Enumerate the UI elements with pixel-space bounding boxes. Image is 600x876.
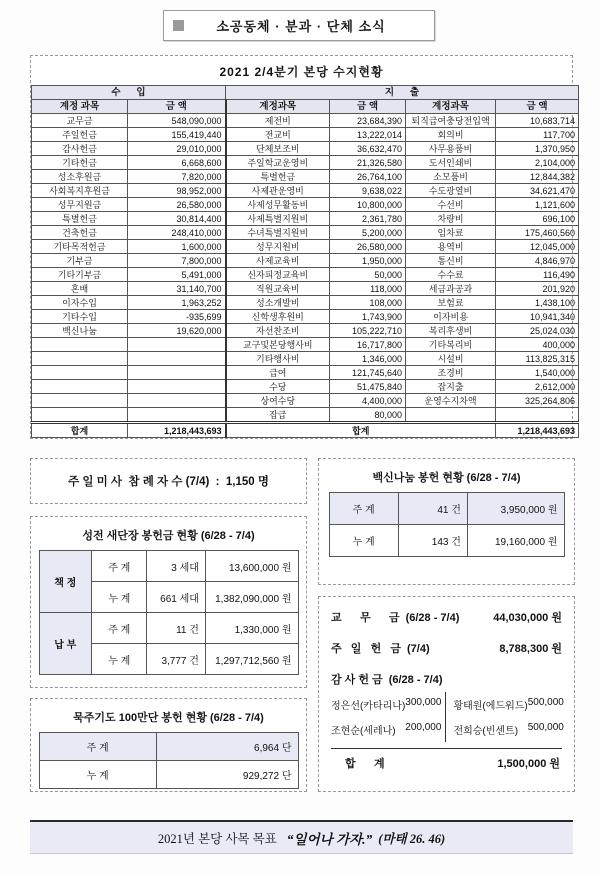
account-name: 제전비 — [226, 114, 330, 128]
weekly-offering-section — [318, 596, 575, 792]
rosary-offering-title: 묵주기도 100만단 봉헌 현황 (6/28 - 7/4) — [73, 712, 264, 724]
budget-row — [32, 184, 579, 198]
amount-value: 1,743,900 — [330, 310, 406, 324]
table-row — [39, 733, 298, 761]
account-name: 신자피정교육비 — [226, 268, 330, 282]
row-label: 주 계 — [39, 733, 156, 761]
row-count: 3,777 건 — [147, 644, 205, 675]
amount-value: 118,000 — [330, 282, 406, 296]
row-amount: 13,600,000 원 — [205, 551, 298, 582]
account-name: 수선비 — [406, 198, 496, 212]
account-name: 전교비 — [226, 128, 330, 142]
amount-value: 29,010,000 — [128, 142, 226, 156]
donor-item — [445, 717, 567, 742]
renovation-offering-table — [39, 550, 299, 675]
amount-value: 2,104,000 — [496, 156, 579, 170]
amount-value: 155,419,440 — [128, 128, 226, 142]
gamsa-total-line — [331, 748, 562, 771]
amount-value: 13,222,014 — [330, 128, 406, 142]
amount-value: 31,140,700 — [128, 282, 226, 296]
account-name: 성소개발비 — [226, 296, 330, 310]
group-label: 책 정 — [39, 551, 92, 613]
table-row — [39, 613, 298, 644]
budget-row — [32, 114, 579, 128]
donor-amount: 500,000 — [527, 697, 564, 708]
budget-row — [32, 380, 579, 394]
account-name — [32, 366, 128, 380]
budget-section-header-row — [32, 86, 579, 100]
goal-prefix: 2021년 본당 사목 목표 — [157, 831, 277, 846]
table-row — [39, 551, 298, 582]
amount-value: 116,490 — [496, 268, 579, 282]
account-name: 신학생후원비 — [226, 310, 330, 324]
account-name: 특별헌금 — [32, 212, 128, 226]
pastoral-goal-banner — [30, 820, 573, 854]
row-label: 주 계 — [329, 493, 398, 525]
account-name: 기타수입 — [32, 310, 128, 324]
gamsa-period: (6/28 - 7/4) — [388, 674, 443, 686]
col-amount-1: 금 액 — [128, 100, 226, 114]
account-name: 주일학교운영비 — [226, 156, 330, 170]
table-row — [329, 493, 564, 525]
income-total-amount: 1,218,443,693 — [128, 423, 226, 438]
budget-row — [32, 324, 579, 338]
vaccine-offering-title: 백신나눔 봉헌 현황 (6/28 - 7/4) — [372, 472, 521, 484]
amount-value: 4,400,000 — [330, 394, 406, 408]
amount-value — [128, 366, 226, 380]
row-count: 41 건 — [398, 493, 467, 525]
amount-value: 2,612,000 — [496, 380, 579, 394]
budget-row — [32, 142, 579, 156]
account-name: 직원교육비 — [226, 282, 330, 296]
gamsa-line — [331, 671, 562, 687]
account-name: 회의비 — [406, 128, 496, 142]
account-name: 사제특별지원비 — [226, 212, 330, 226]
amount-value: 25,024,030 — [496, 324, 579, 338]
row-value: 6,964 단 — [156, 733, 298, 761]
budget-row — [32, 310, 579, 324]
row-label: 누 계 — [92, 582, 147, 613]
account-name: 기타헌금 — [32, 156, 128, 170]
amount-value: 12,045,000 — [496, 240, 579, 254]
amount-value: 248,410,000 — [128, 226, 226, 240]
budget-table — [31, 85, 579, 438]
row-count: 11 건 — [147, 613, 205, 644]
account-name: 건축헌금 — [32, 226, 128, 240]
amount-value: 7,800,000 — [128, 254, 226, 268]
budget-section — [30, 55, 576, 439]
account-name: 임차료 — [406, 226, 496, 240]
account-name: 사회복지후원금 — [32, 184, 128, 198]
account-name — [32, 408, 128, 423]
account-name: 수당 — [226, 380, 330, 394]
amount-value: 113,825,315 — [496, 352, 579, 366]
expense-total-label: 합계 — [226, 423, 496, 438]
amount-value: 5,491,000 — [128, 268, 226, 282]
amount-value: 26,580,000 — [128, 198, 226, 212]
donor-name: 조현순(세레나) — [331, 726, 396, 737]
amount-value — [128, 338, 226, 352]
account-name: 상여수당 — [226, 394, 330, 408]
amount-value: 1,370,950 — [496, 142, 579, 156]
income-header: 수 입 — [32, 86, 226, 100]
amount-value: 23,684,390 — [330, 114, 406, 128]
amount-value: 16,717,800 — [330, 338, 406, 352]
col-account-3: 계정과목 — [406, 100, 496, 114]
amount-value: 105,222,710 — [330, 324, 406, 338]
attendance-note — [30, 458, 307, 504]
col-amount-3: 금 액 — [496, 100, 579, 114]
donor-name: 황태원(에드워드) — [453, 701, 528, 712]
account-name: 기타복리비 — [406, 338, 496, 352]
amount-value: 1,438,100 — [496, 296, 579, 310]
donor-item — [445, 692, 567, 717]
rosary-offering-table — [39, 732, 299, 789]
amount-value: 6,668,600 — [128, 156, 226, 170]
budget-row — [32, 408, 579, 423]
account-name — [32, 352, 128, 366]
account-name: 급여 — [226, 366, 330, 380]
expense-total-amount: 1,218,443,693 — [496, 423, 579, 438]
account-name: 도서인쇄비 — [406, 156, 496, 170]
account-name: 소모품비 — [406, 170, 496, 184]
account-name: 복리후생비 — [406, 324, 496, 338]
amount-value: 5,200,000 — [330, 226, 406, 240]
budget-row — [32, 254, 579, 268]
amount-value: 696,100 — [496, 212, 579, 226]
account-name: 세금과공과 — [406, 282, 496, 296]
account-name: 수도광열비 — [406, 184, 496, 198]
account-name: 혼배 — [32, 282, 128, 296]
account-name: 교구및본당행사비 — [226, 338, 330, 352]
account-name: 단체보조비 — [226, 142, 330, 156]
amount-value: 10,941,340 — [496, 310, 579, 324]
amount-value: 1,600,000 — [128, 240, 226, 254]
budget-row — [32, 296, 579, 310]
budget-row — [32, 226, 579, 240]
budget-row — [32, 394, 579, 408]
account-name: 시설비 — [406, 352, 496, 366]
donor-amount: 300,000 — [405, 697, 442, 708]
budget-row — [32, 338, 579, 352]
bullet-square-icon — [173, 20, 184, 31]
budget-row — [32, 366, 579, 380]
account-name: 이자수입 — [32, 296, 128, 310]
gamsa-label: 감 사 헌 금 — [331, 674, 383, 686]
juil-label: 주 일 헌 금 — [331, 643, 402, 655]
budget-row — [32, 212, 579, 226]
budget-column-header-row — [32, 100, 579, 114]
amount-value: 1,540,000 — [496, 366, 579, 380]
amount-value: 108,000 — [330, 296, 406, 310]
account-name — [406, 408, 496, 423]
account-name: 사제관운영비 — [226, 184, 330, 198]
account-name: 성무지원금 — [32, 198, 128, 212]
account-name: 용역비 — [406, 240, 496, 254]
amount-value: 26,764,100 — [330, 170, 406, 184]
table-row — [39, 761, 298, 789]
row-amount: 19,160,000 원 — [467, 525, 564, 557]
donor-item — [331, 717, 445, 742]
amount-value: 9,638,022 — [330, 184, 406, 198]
amount-value — [128, 352, 226, 366]
account-name: 사제성무활동비 — [226, 198, 330, 212]
amount-value: 121,745,640 — [330, 366, 406, 380]
juil-line — [331, 640, 562, 656]
account-name: 자선찬조비 — [226, 324, 330, 338]
amount-value: 50,000 — [330, 268, 406, 282]
amount-value: 36,632,470 — [330, 142, 406, 156]
row-count: 143 건 — [398, 525, 467, 557]
amount-value: 51,475,840 — [330, 380, 406, 394]
budget-row — [32, 240, 579, 254]
budget-row — [32, 128, 579, 142]
amount-value: 80,000 — [330, 408, 406, 423]
vaccine-offering-section — [318, 458, 575, 585]
row-count: 661 세대 — [147, 582, 205, 613]
account-name: 특별헌금 — [226, 170, 330, 184]
account-name: 이자비용 — [406, 310, 496, 324]
gyomu-period: (6/28 - 7/4) — [405, 612, 460, 624]
row-amount: 1,382,090,000 원 — [205, 582, 298, 613]
account-name: 차량비 — [406, 212, 496, 226]
amount-value: 1,950,000 — [330, 254, 406, 268]
donor-item — [331, 692, 445, 717]
income-total-label: 합계 — [32, 423, 128, 438]
account-name: 조경비 — [406, 366, 496, 380]
row-label: 누 계 — [329, 525, 398, 557]
rosary-offering-section — [30, 698, 307, 792]
account-name: 기타행사비 — [226, 352, 330, 366]
table-row — [329, 525, 564, 557]
budget-row — [32, 156, 579, 170]
gyomu-amount: 44,030,000 원 — [493, 612, 562, 624]
row-label: 누 계 — [39, 761, 156, 789]
amount-value: 400,000 — [496, 338, 579, 352]
renovation-offering-title: 성전 새단장 봉헌금 현황 (6/28 - 7/4) — [82, 530, 255, 542]
donor-amount: 200,000 — [405, 722, 442, 733]
account-name: 주일헌금 — [32, 128, 128, 142]
amount-value — [128, 380, 226, 394]
account-name — [32, 394, 128, 408]
gyomu-label: 교 무 금 — [331, 612, 400, 624]
account-name: 퇴직급여충당전입액 — [406, 114, 496, 128]
row-label: 주 계 — [92, 613, 147, 644]
amount-value: 1,963,252 — [128, 296, 226, 310]
amount-value: 30,814,400 — [128, 212, 226, 226]
amount-value: 12,844,382 — [496, 170, 579, 184]
amount-value: 325,264,806 — [496, 394, 579, 408]
amount-value — [496, 408, 579, 423]
amount-value: 21,326,580 — [330, 156, 406, 170]
row-label: 누 계 — [92, 644, 147, 675]
amount-value: -935,699 — [128, 310, 226, 324]
row-value: 929,272 단 — [156, 761, 298, 789]
amount-value: 2,361,780 — [330, 212, 406, 226]
bulletin-header-title: 소공동체 · 분과 · 단체 소식 — [216, 19, 386, 34]
row-amount: 1,330,000 원 — [205, 613, 298, 644]
col-account-2: 계정과목 — [226, 100, 330, 114]
amount-value: 98,952,000 — [128, 184, 226, 198]
juil-period: (7/4) — [407, 643, 430, 655]
row-count: 3 세대 — [147, 551, 205, 582]
budget-row — [32, 352, 579, 366]
amount-value: 34,621,470 — [496, 184, 579, 198]
gamsa-donor-grid — [331, 692, 562, 742]
budget-row — [32, 268, 579, 282]
donor-name: 정은선(카타리나) — [331, 701, 406, 712]
account-name: 교무금 — [32, 114, 128, 128]
gyomu-line — [331, 609, 562, 625]
juil-amount: 8,788,300 원 — [499, 643, 562, 655]
amount-value — [128, 394, 226, 408]
row-amount: 1,297,712,560 원 — [205, 644, 298, 675]
amount-value: 117,700 — [496, 128, 579, 142]
donor-name: 전희승(빈센트) — [453, 726, 519, 737]
vaccine-offering-table — [329, 492, 565, 557]
account-name: 성무지원비 — [226, 240, 330, 254]
account-name: 수수료 — [406, 268, 496, 282]
budget-total-row — [32, 423, 579, 438]
row-amount: 3,950,000 원 — [467, 493, 564, 525]
account-name: 기타기부금 — [32, 268, 128, 282]
account-name: 사무용품비 — [406, 142, 496, 156]
amount-value — [128, 408, 226, 423]
gamsa-total-label: 합 계 — [345, 758, 385, 770]
account-name: 성소후원금 — [32, 170, 128, 184]
account-name: 백신나눔 — [32, 324, 128, 338]
attendance-text: 주 일 미 사 참 례 자 수 (7/4) : 1,150 명 — [68, 476, 269, 488]
bulletin-header — [163, 10, 435, 41]
renovation-offering-section — [30, 516, 307, 688]
account-name: 잡급 — [226, 408, 330, 423]
amount-value: 7,820,000 — [128, 170, 226, 184]
goal-quote: “일어나 가자.” — [286, 831, 373, 847]
account-name — [32, 338, 128, 352]
account-name: 운영수지차액 — [406, 394, 496, 408]
amount-value: 19,620,000 — [128, 324, 226, 338]
budget-row — [32, 198, 579, 212]
account-name: 보험료 — [406, 296, 496, 310]
account-name: 사제교육비 — [226, 254, 330, 268]
amount-value: 26,580,000 — [330, 240, 406, 254]
amount-value: 548,090,000 — [128, 114, 226, 128]
donor-amount: 500,000 — [527, 722, 564, 733]
amount-value: 10,683,714 — [496, 114, 579, 128]
col-account-1: 계정 과목 — [32, 100, 128, 114]
group-label: 납 부 — [39, 613, 92, 675]
amount-value: 1,346,000 — [330, 352, 406, 366]
budget-title: 2021 2/4분기 본당 수지현황 — [219, 65, 384, 79]
account-name: 감사헌금 — [32, 142, 128, 156]
amount-value: 175,460,560 — [496, 226, 579, 240]
gamsa-total-amount: 1,500,000 원 — [497, 758, 560, 770]
account-name: 수녀특별지원비 — [226, 226, 330, 240]
budget-row — [32, 170, 579, 184]
account-name: 잡지출 — [406, 380, 496, 394]
amount-value: 4,846,970 — [496, 254, 579, 268]
col-amount-2: 금 액 — [330, 100, 406, 114]
budget-row — [32, 282, 579, 296]
goal-reference: (마태 26. 46) — [378, 831, 446, 846]
amount-value: 1,121,600 — [496, 198, 579, 212]
amount-value: 201,920 — [496, 282, 579, 296]
amount-value: 10,800,000 — [330, 198, 406, 212]
row-label: 주 계 — [92, 551, 147, 582]
expense-header: 지 출 — [226, 86, 579, 100]
account-name: 기부금 — [32, 254, 128, 268]
account-name: 기타목적헌금 — [32, 240, 128, 254]
account-name — [32, 380, 128, 394]
account-name: 통신비 — [406, 254, 496, 268]
